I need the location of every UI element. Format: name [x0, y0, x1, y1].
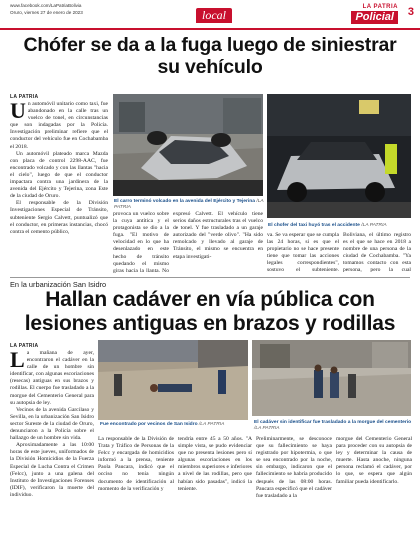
photo-police-street: [252, 340, 411, 416]
photo-body-found: [98, 340, 248, 420]
story1-column-5: Boliviana, el último registro es el que se hace en 2018 a nombre de una persona de la ciudad de Cochabamba. "Ya tomamos contacto con esta persona, pero la cual: [343, 232, 411, 274]
story2-headline: Hallan cadáver en vía pública con lesiones antiguas en brazos y rodillas: [24, 288, 396, 335]
story2-byline: LA PATRIA: [10, 343, 39, 349]
brand-section: Policial: [351, 11, 398, 24]
photo2-caption: El chofer del taxi huyó tras el accidente /LA PATRIA: [268, 223, 387, 228]
car-night-image: [267, 94, 411, 218]
photo-car-night: [267, 94, 411, 218]
story2-kicker: En la urbanización San Isidro: [10, 280, 107, 289]
story2-column-3: tendría entre 45 a 50 años. "A simple vista, se pudo evidenciar que no presenta lesiones pero sí algunas escoriaciones en los miembros superiores e inferiores a nivel de las rodillas, pero que habían sido pasadas", indicó la teniente.: [178, 436, 252, 492]
story1-column-4: va. Se va esperar que se cumpla las 24 horas, si es que el propietario no se hace presente tiene que tomar las acciones legales correspondientes", sostuvo el subteniente.: [267, 232, 339, 274]
story2-column-1: La mañana de ayer, encontraron el cadáver en la calle de un hombre sin identificar, con algunas escoriaciones (resecas) antiguas en sus brazos y rodillas. El cuerpo fue trasladado a la morgue del Cementerio General para su autopsia de ley. Vecinos de la avenida Garcilaso y Sevilla, en la urbanización San Isidro sector Sureste de la ciudad de Oruro, denunciaron a la Policía sobre el hallazgo de un hombre sin vida. Aproximadamente a las 10:00 horas de este jueves, uniformados de la División Homicidios de la Fuerza Especial de Lucha Contra el Crimen (Felcc), junto a una galena del Instituto de Investigaciones Forenses (IDIF), verificaron la muerte del individuo.: [10, 350, 94, 498]
brand-logo: [351, 4, 398, 24]
photo1-caption: El carro terminó volcado en la avenida del Ejército y Tejerina /LA PATRIA: [114, 199, 264, 210]
date-line: Oruro, viernes 27 de enero de 2023: [10, 9, 83, 15]
body-found-image: [98, 340, 248, 420]
story1-headline: Chófer se da a la fuga luego de siniestrar su vehículo: [23, 34, 397, 78]
story1-column-1: Un automóvil unitario como taxi, fue abandonado en la calle tras un vuelco de tonel, en circunstancias que son indagadas por la Policía. Investigación preliminar refiere que el conductor del vehículo fue en Cochabamba el 2018. Un automóvil plateado marca Mazda con placa de control 2298-AAC, fue encontrado volcado y con las llantas "hacia el cielo", luego de que el conductor impactara contra una jardinera de la avenida del Ejército y Tejerina, zona Este de la ciudad de Oruro. El responsable de la División Investigaciones Especial de Tránsito, subteniente Sergio Calvett, puntualizó que el conductor, en primeras instancias, chocó contra el cemento público,: [10, 101, 108, 235]
story1-byline: LA PATRIA: [10, 94, 39, 100]
header-meta: [10, 3, 83, 16]
photo4-caption: El cadáver sin identificar fue trasladado a la morgue del cementerio /LA PATRIA: [254, 420, 412, 431]
page-number: 3: [407, 6, 414, 18]
photo-overturned-car: [113, 94, 263, 196]
story2-column-4: Preliminarmente, se desconoce que su fallecimiento se haya registrado por hipotermia, o que se sea encontrado por la noche, sin embargo, indicaron que el fallecimiento se habría producido después de las 08:00 horas. Paucara especificó que el cadáver fue trasladado a la: [256, 436, 332, 499]
story1-column-3: expresó Calvett. El vehículo tiene serios daños estructurales tras el vuelco de tonel. Y fue trasladado a un garaje autorizado del "verde olivo". "Ha sido remolcado y llevado al garaje de Tránsito, el mismo se encuentra en etapa investigati-: [173, 211, 263, 260]
story1-column-2: provoca un vuelco sobre la cuya antítica y el protagonista se dio a la fuga. "El motivo de velocidad en lo que ha desenlazado en este hecho de tránsito quedando el mismo giras hacia la llanta. No: [113, 211, 169, 274]
facebook-url[interactable]: www.facebook.com/LaPatriaBolivia: [10, 3, 82, 8]
story2-dropcap: L: [10, 350, 25, 372]
story1-dropcap: U: [10, 101, 26, 123]
story-divider: [10, 277, 410, 278]
section-label: local: [196, 8, 232, 23]
brand-name: LA PATRIA: [362, 4, 398, 10]
page-header: [0, 0, 420, 30]
police-street-image: [252, 340, 411, 416]
story2-column-2: La responsable de la División de Trata y Tráfico de Personas de la Felcc y encargada de homicidios informó a la prensa, teniente Paola Paucara, indicó que el occiso no tenía ningún documento de identificación al momento de la verificación y: [98, 436, 174, 492]
overturned-car-image: [113, 94, 263, 196]
story2-column-5: morgue del Cementerio General para proceder con su autopsia de ley y determinar la causa de muerte. Hasta anoche, ninguna persona reclamó el cadáver, por lo que, se espera que algún familiar pueda identificarlo.: [336, 436, 412, 485]
photo3-caption: Fue encontrado por vecinos de San Isidro /LA PATRIA: [100, 422, 225, 427]
